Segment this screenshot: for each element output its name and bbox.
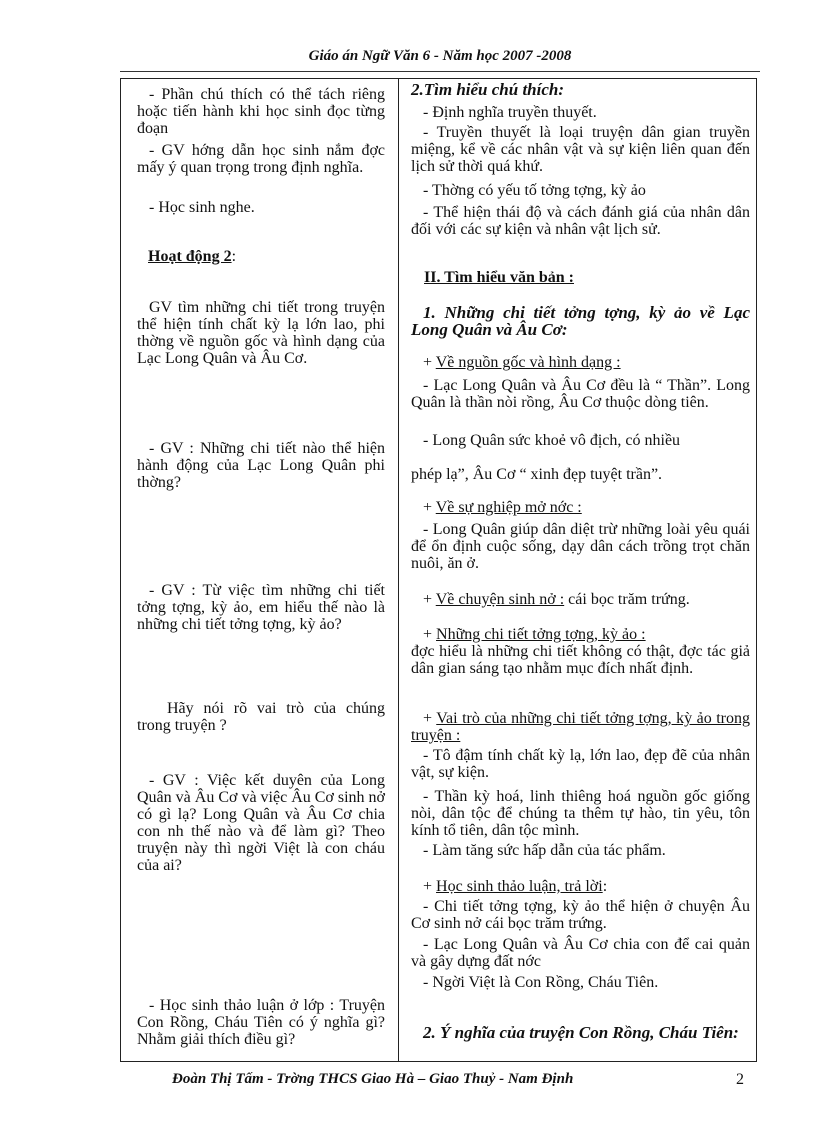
content-subheading: + Những chi tiết tởng tợng, kỳ ảo :: [423, 626, 646, 643]
content-item: - Long Quân sức khoẻ vô địch, có nhiều: [423, 432, 681, 449]
content-subheading: + Vai trò của những chi tiết tởng tợng, kỳ ảo trong truyện :: [411, 710, 750, 744]
content-subheading: + Về sự nghiệp mở nớc :: [423, 499, 582, 516]
content-item: - Làm tăng sức hấp dẫn của tác phẩm.: [423, 842, 666, 859]
subsection-heading: 2. Ý nghĩa của truyện Con Rồng, Cháu Tiên:: [423, 1023, 739, 1042]
content-item: - Thờng có yếu tố tởng tợng, kỳ ảo: [423, 182, 646, 199]
content-subheading: + Về nguồn gốc và hình dạng :: [423, 354, 621, 371]
page-footer: Đoàn Thị Tấm - Trờng THCS Giao Hà – Giao Thuỷ - Nam Định: [172, 1071, 574, 1087]
content-item: - Định nghĩa truyền thuyết.: [423, 104, 597, 121]
content-item: - Tô đậm tính chất kỳ lạ, lớn lao, đẹp đẽ của nhân vật, sự kiện.: [411, 747, 750, 781]
page-header: Giáo án Ngữ Văn 6 - Năm học 2007 -2008: [308, 48, 572, 64]
content-item: - Ngời Việt là Con Rồng, Cháu Tiên.: [423, 974, 659, 991]
content-subheading: + Học sinh thảo luận, trả lời:: [423, 878, 608, 895]
teacher-note: - GV hớng dẫn học sinh nắm đợc mấy ý quan trọng trong định nghĩa.: [137, 142, 385, 176]
teacher-note: Hãy nói rõ vai trò của chúng trong truyện ?: [137, 700, 385, 734]
subsection-heading: 1. Những chi tiết tởng tợng, kỳ ảo về Lạc Long Quân và Âu Cơ:: [411, 303, 750, 339]
content-item: - Lạc Long Quân và Âu Cơ đều là “ Thần”. Long Quân là thần nòi rồng, Âu Cơ thuộc dòng tiên.: [411, 377, 750, 411]
teacher-note: - GV : Từ việc tìm những chi tiết tởng tợng, kỳ ảo, em hiểu thế nào là những chi tiết tởng tợng, kỳ ảo?: [137, 582, 385, 633]
header-rule: [120, 71, 760, 72]
content-item: - Truyền thuyết là loại truyện dân gian truyền miệng, kể về các nhân vật và sự kiện liên quan đến lịch sử thời quá khứ.: [411, 124, 750, 175]
content-item: - Thần kỳ hoá, linh thiêng hoá nguồn gốc giống nòi, dân tộc để chúng ta thêm tự hào, tin yêu, tôn kính tổ tiên, dân tộc mình.: [411, 788, 750, 839]
teacher-note: - Phần chú thích có thể tách riêng hoặc tiến hành khi học sinh đọc từng đoạn: [137, 86, 385, 137]
content-item: - Lạc Long Quân và Âu Cơ chia con để cai quản và gây dựng đất nớc: [411, 936, 750, 970]
content-item: - Chi tiết tởng tợng, kỳ ảo thể hiện ở chuyện Âu Cơ sinh nở cái bọc trăm trứng.: [411, 898, 750, 932]
page-number: 2: [736, 1071, 744, 1088]
teacher-note: - GV : Việc kết duyên của Long Quân và Âu Cơ và việc Âu Cơ sinh nở có gì lạ? Long Quân và Âu Cơ chia con nh thế nào và để làm gì? Theo truyện này thì ngời Việt là con cháu của ai?: [137, 772, 386, 874]
teacher-note: - Học sinh nghe.: [149, 199, 255, 216]
content-item: đợc hiểu là những chi tiết không có thật, đợc tác giả dân gian sáng tạo nhằm mục đích nhất định.: [411, 643, 750, 677]
section-heading: II. Tìm hiểu văn bản :: [424, 269, 574, 286]
content-subheading: + Về chuyện sinh nở : cái bọc trăm trứng.: [423, 591, 690, 608]
content-item: - Thể hiện thái độ và cách đánh giá của nhân dân đối với các sự kiện và nhân vật lịch sử.: [411, 204, 750, 238]
content-item: - Long Quân giúp dân diệt trừ những loài yêu quái để ổn định cuộc sống, dạy dân cách trồng trọt chăn nuôi, ăn ở.: [411, 521, 750, 572]
column-divider: [398, 78, 399, 1062]
section-heading: 2.Tìm hiểu chú thích:: [411, 80, 565, 99]
content-item: phép lạ”, Âu Cơ “ xinh đẹp tuyệt trần”.: [411, 466, 663, 483]
activity-heading: Hoạt động 2:: [148, 248, 237, 265]
teacher-note: - Học sinh thảo luận ở lớp : Truyện Con Rồng, Cháu Tiên có ý nghĩa gì? Nhằm giải thích điều gì?: [137, 997, 385, 1048]
teacher-note: GV tìm những chi tiết trong truyện thể hiện tính chất kỳ lạ lớn lao, phi thờng về nguồn gốc và hình dạng của Lạc Long Quân và Âu Cơ.: [137, 299, 385, 367]
teacher-note: - GV : Những chi tiết nào thể hiện hành động của Lạc Long Quân phi thờng?: [137, 440, 385, 491]
